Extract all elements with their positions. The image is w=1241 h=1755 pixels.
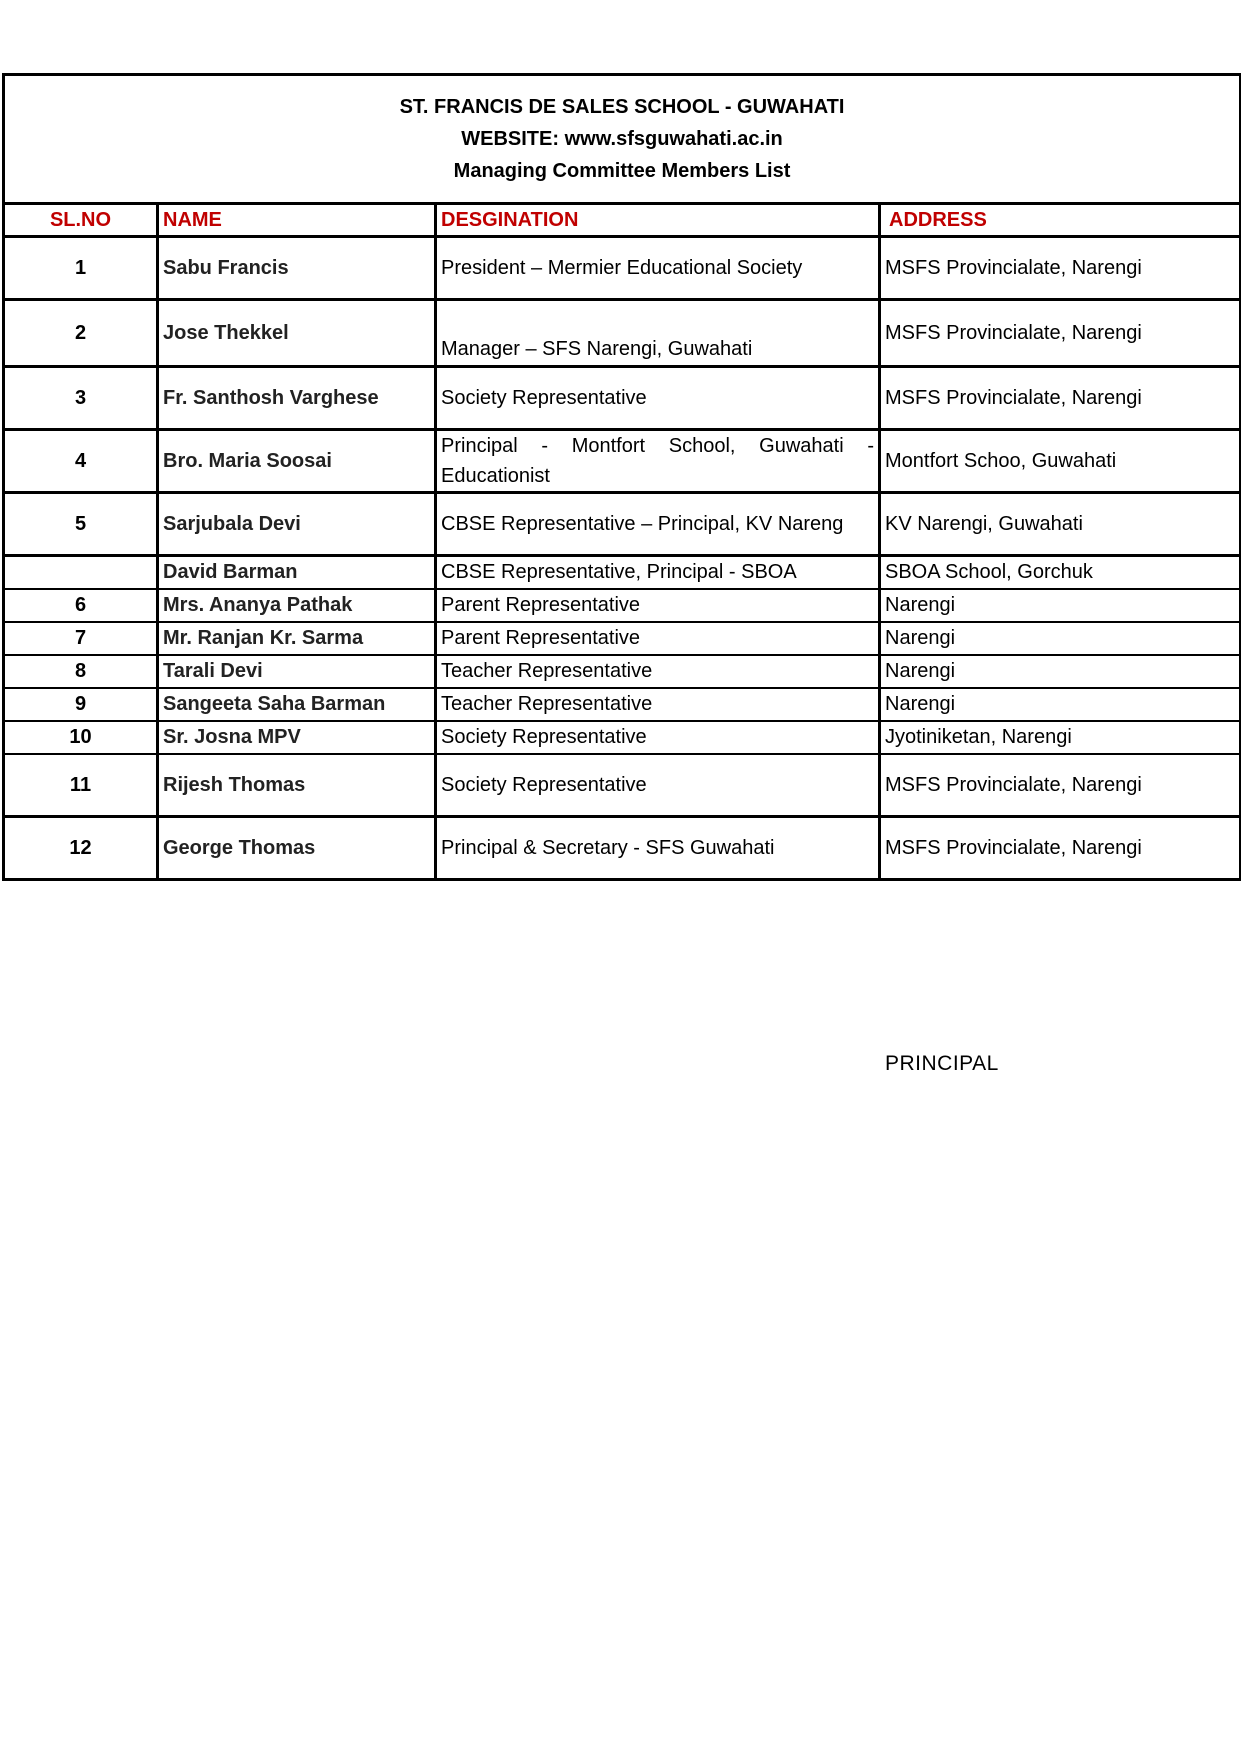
column-header-name: NAME (158, 204, 436, 237)
column-header-address: ADDRESS (880, 204, 1241, 237)
table-row (4, 493, 1241, 556)
row-sl-no: 5 (4, 493, 158, 556)
row-name: David Barman (158, 556, 436, 590)
row-address: MSFS Provincialate, Narengi (880, 817, 1241, 880)
committee-table (2, 73, 1241, 881)
row-address: Narengi (880, 589, 1241, 622)
row-designation: Principal - Montfort School, Guwahati - Educationist (436, 430, 880, 493)
table-row (4, 556, 1241, 590)
table-row (4, 300, 1241, 367)
row-address: Narengi (880, 622, 1241, 655)
title-row (4, 75, 1241, 204)
row-address: Jyotiniketan, Narengi (880, 721, 1241, 754)
list-title: Managing Committee Members List (453, 160, 791, 182)
column-header-row (4, 204, 1241, 237)
row-address: SBOA School, Gorchuk (880, 556, 1241, 590)
table-row (4, 688, 1241, 721)
row-name: Sabu Francis (158, 237, 436, 300)
row-address: KV Narengi, Guwahati (880, 493, 1241, 556)
row-address: MSFS Provincialate, Narengi (880, 367, 1241, 430)
table-row (4, 817, 1241, 880)
table-row (4, 622, 1241, 655)
row-designation: Society Representative (436, 754, 880, 817)
row-address: MSFS Provincialate, Narengi (880, 300, 1241, 367)
row-name: Mrs. Ananya Pathak (158, 589, 436, 622)
row-designation: Teacher Representative (436, 655, 880, 688)
row-name: Sarjubala Devi (158, 493, 436, 556)
row-designation: Society Representative (436, 721, 880, 754)
row-designation: Society Representative (436, 367, 880, 430)
row-designation: Principal & Secretary - SFS Guwahati (436, 817, 880, 880)
row-address: Narengi (880, 655, 1241, 688)
row-name: Sr. Josna MPV (158, 721, 436, 754)
row-name: Sangeeta Saha Barman (158, 688, 436, 721)
table-row (4, 237, 1241, 300)
row-sl-no: 6 (4, 589, 158, 622)
table-row (4, 430, 1241, 493)
row-address: Narengi (880, 688, 1241, 721)
row-address: Montfort Schoo, Guwahati (880, 430, 1241, 493)
row-designation: Parent Representative (436, 622, 880, 655)
row-designation: Teacher Representative (436, 688, 880, 721)
row-designation: CBSE Representative – Principal, KV Nareng (436, 493, 880, 556)
table-row (4, 367, 1241, 430)
row-name: Jose Thekkel (158, 300, 436, 367)
row-designation: President – Mermier Educational Society (436, 237, 880, 300)
row-designation: Manager – SFS Narengi, Guwahati (436, 300, 880, 367)
website-line: WEBSITE: www.sfsguwahati.ac.in (461, 128, 783, 150)
title-block (4, 75, 1241, 204)
row-name: Rijesh Thomas (158, 754, 436, 817)
row-name: Fr. Santhosh Varghese (158, 367, 436, 430)
column-header-sl-no: SL.NO (4, 204, 158, 237)
row-sl-no: 8 (4, 655, 158, 688)
row-sl-no: 10 (4, 721, 158, 754)
row-sl-no: 3 (4, 367, 158, 430)
row-sl-no: 12 (4, 817, 158, 880)
table-row (4, 589, 1241, 622)
row-name: Mr. Ranjan Kr. Sarma (158, 622, 436, 655)
table-row (4, 655, 1241, 688)
column-header-designation: DESGINATION (436, 204, 880, 237)
row-sl-no: 1 (4, 237, 158, 300)
row-designation: CBSE Representative, Principal - SBOA (436, 556, 880, 590)
row-sl-no (4, 556, 158, 590)
row-name: George Thomas (158, 817, 436, 880)
row-address: MSFS Provincialate, Narengi (880, 754, 1241, 817)
row-name: Bro. Maria Soosai (158, 430, 436, 493)
table-row (4, 721, 1241, 754)
row-address: MSFS Provincialate, Narengi (880, 237, 1241, 300)
row-name: Tarali Devi (158, 655, 436, 688)
row-sl-no: 4 (4, 430, 158, 493)
row-sl-no: 9 (4, 688, 158, 721)
school-name: ST. FRANCIS DE SALES SCHOOL - GUWAHATI (399, 96, 845, 118)
row-sl-no: 2 (4, 300, 158, 367)
row-designation: Parent Representative (436, 589, 880, 622)
row-sl-no: 7 (4, 622, 158, 655)
table-row (4, 754, 1241, 817)
signature-label: PRINCIPAL (885, 1052, 999, 1075)
row-sl-no: 11 (4, 754, 158, 817)
